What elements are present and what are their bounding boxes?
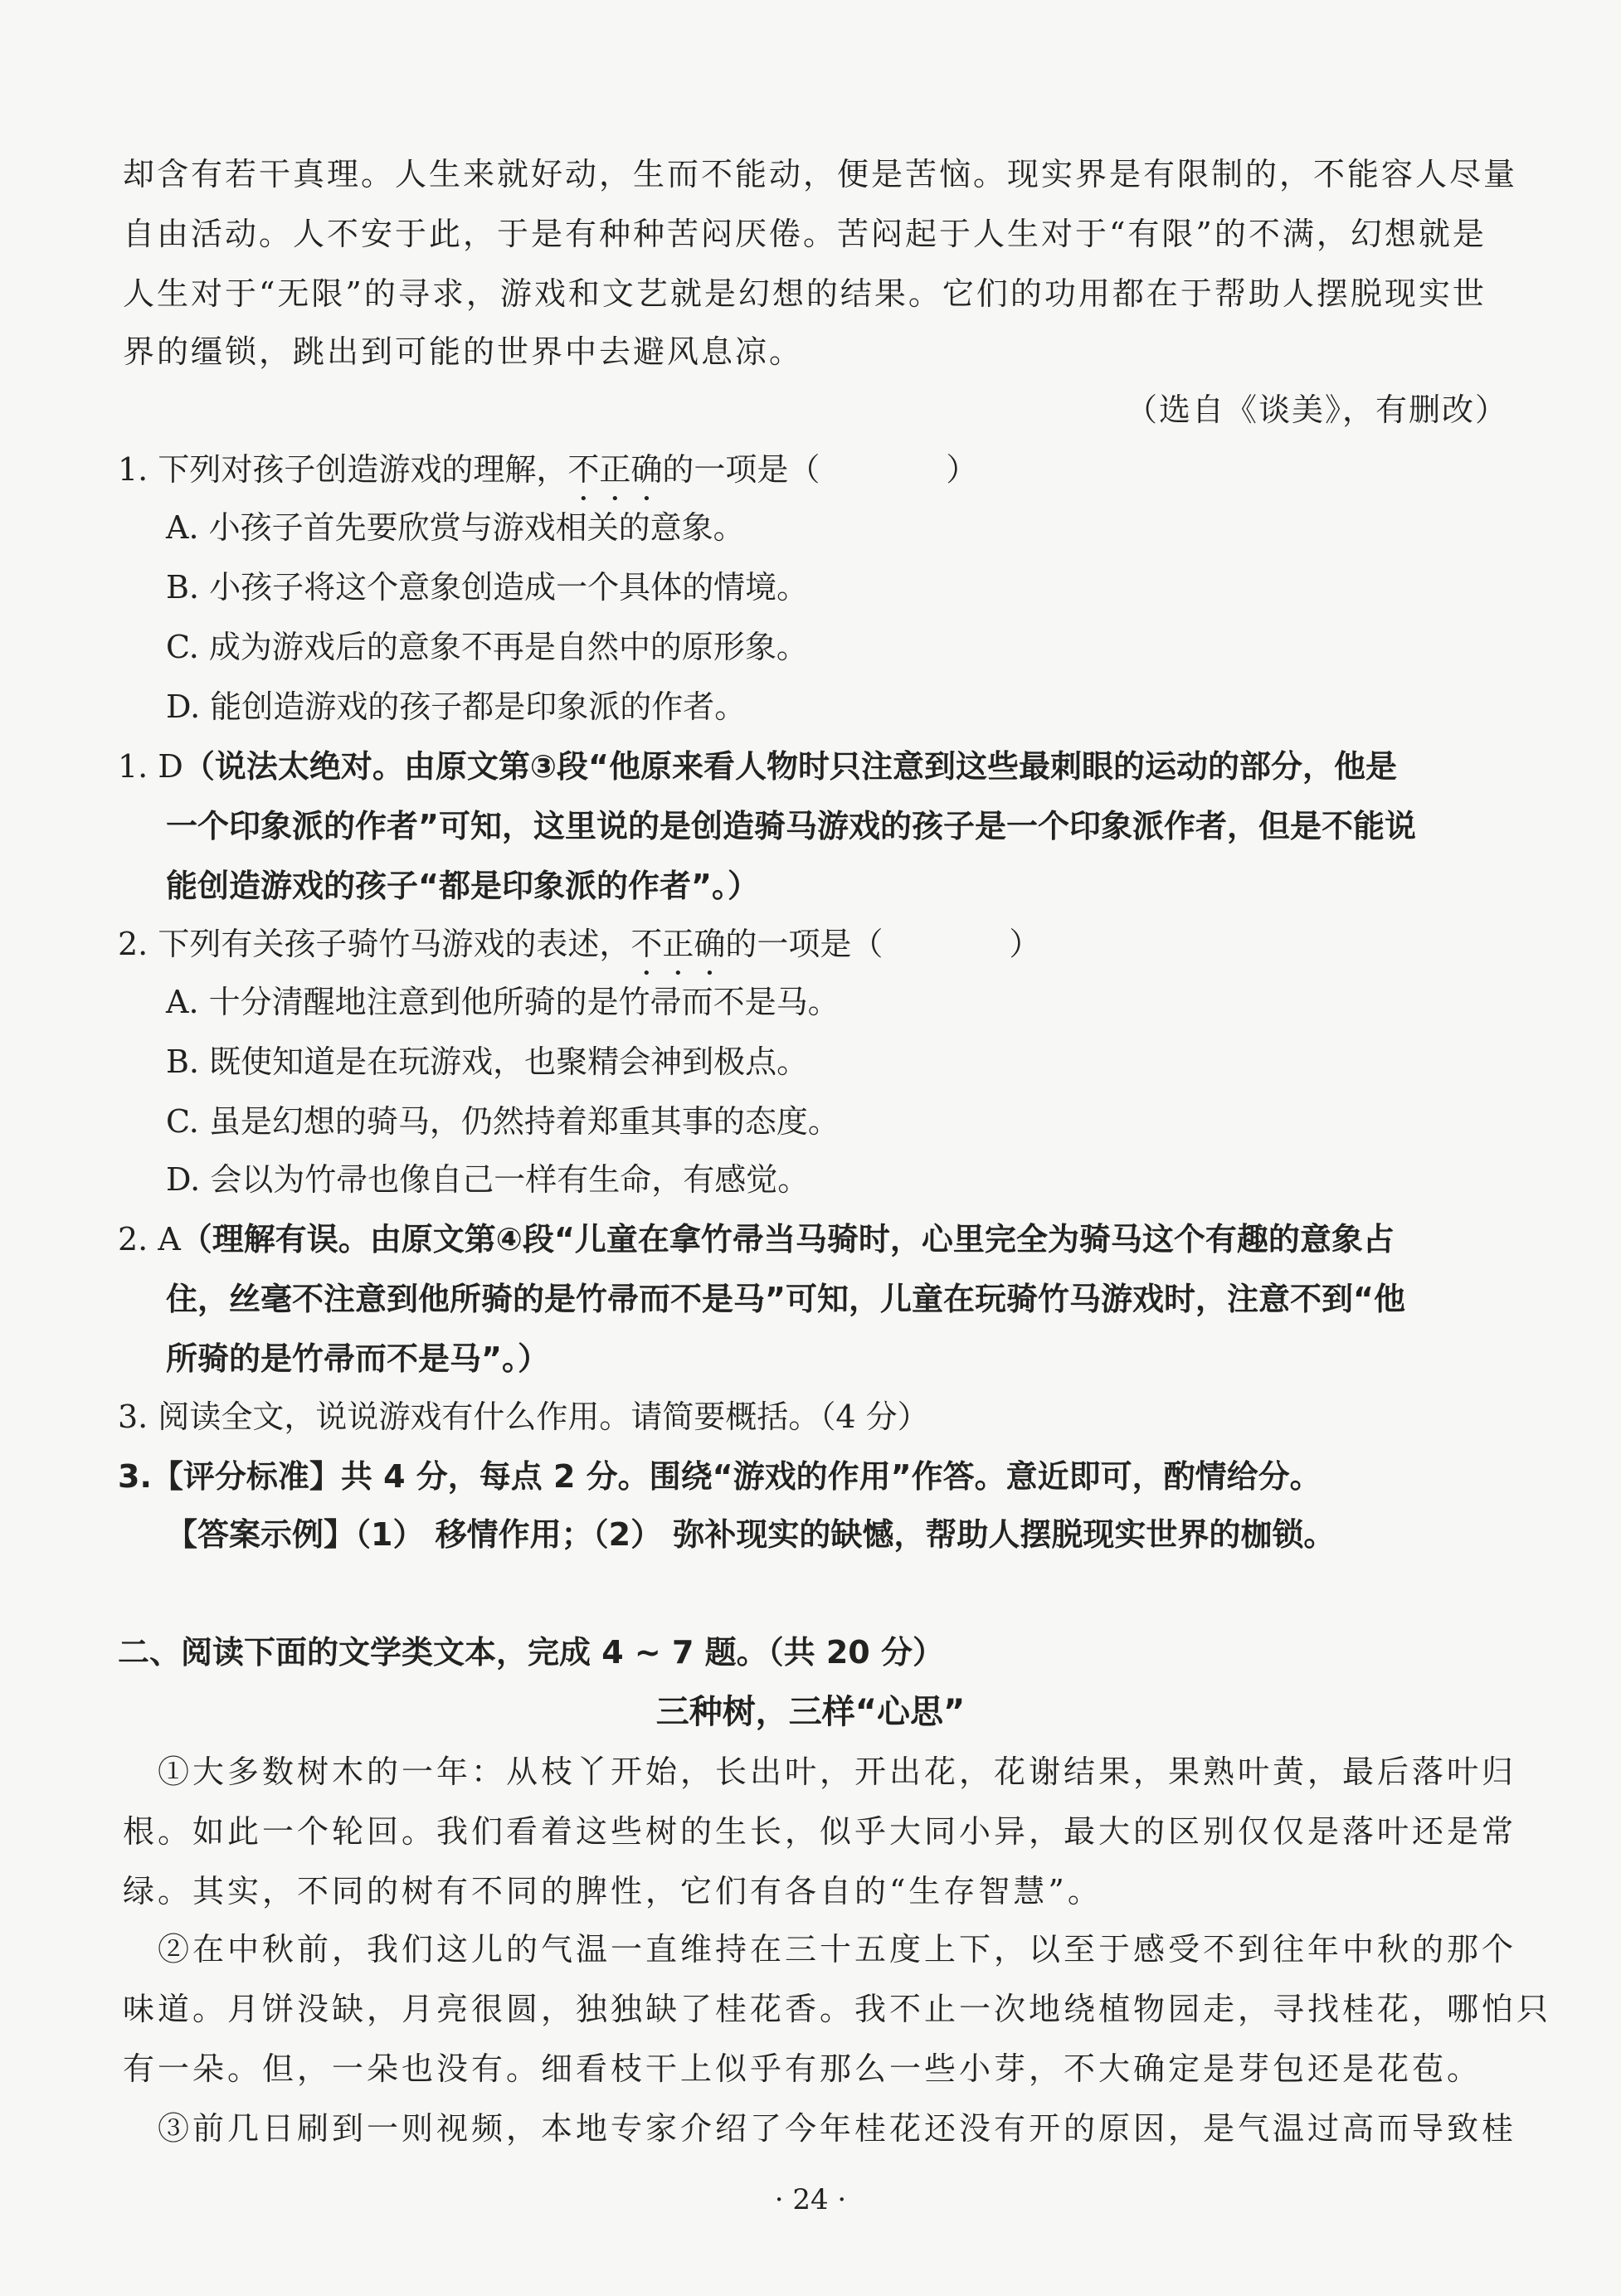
- article-line: 味道。月饼没缺，月亮很圆，独独缺了桂花香。我不止一次地绕植物园走，寻找桂花，哪怕只: [123, 1991, 1552, 2027]
- article-line: ①大多数树木的一年：从枝丫开始，长出叶，开出花，花谢结果，果熟叶黄，最后落叶归: [123, 1754, 1517, 1790]
- article-line: ③前几日刷到一则视频，本地专家介绍了今年桂花还没有开的原因，是气温过高而导致桂: [123, 2110, 1517, 2147]
- question-3-stem: 3. 阅读全文，说说游戏有什么作用。请简要概括。（4 分）: [118, 1399, 929, 1435]
- question-1-option-a: A. 小孩子首先要欣赏与游戏相关的意象。: [166, 509, 745, 546]
- question-1-option-c: C. 成为游戏后的意象不再是自然中的原形象。: [166, 629, 808, 665]
- section-2-heading: 二、阅读下面的文学类文本，完成 4 ~ 7 题。（共 20 分）: [118, 1634, 944, 1671]
- question-3-answer-line: 3.【评分标准】共 4 分，每点 2 分。围绕“游戏的作用”作答。意近即可，酌情给分。: [118, 1458, 1322, 1495]
- question-1-stem: 1. 下列对孩子创造游戏的理解，不正确的一项是（ ）: [118, 451, 978, 488]
- article-title: 三种树，三样“心思”: [655, 1693, 966, 1731]
- passage-line: 界的缰锁，跳出到可能的世界中去避风息凉。: [123, 333, 804, 370]
- page-number: · 24 ·: [774, 2183, 847, 2216]
- question-2-option-c: C. 虽是幻想的骑马，仍然持着郑重其事的态度。: [166, 1103, 840, 1140]
- passage-source: （选自《谈美》，有删改）: [1125, 392, 1508, 428]
- question-1-answer-line: 能创造游戏的孩子“都是印象派的作者”。）: [166, 868, 759, 904]
- passage-line: 却含有若干真理。人生来就好动，生而不能动，便是苦恼。现实界是有限制的，不能容人尽量: [123, 156, 1518, 192]
- article-line: ②在中秋前，我们这儿的气温一直维持在三十五度上下，以至于感受不到往年中秋的那个: [123, 1931, 1517, 1968]
- question-1-answer: 1. D（说法太绝对。由原文第③段“他原来看人物时只注意到这些最刺眼的运动的部分，他是: [118, 748, 1397, 785]
- article-line: 有一朵。但，一朵也没有。细看枝干上似乎有那么一些小芽，不大确定是芽包还是花苞。: [123, 2050, 1482, 2087]
- question-2-answer-line: 所骑的是竹帚而不是马”。）: [166, 1340, 549, 1377]
- article-line: 绿。其实，不同的树有不同的脾性，它们有各自的“生存智慧”。: [123, 1873, 1103, 1909]
- question-1-answer-line: 一个印象派的作者”可知，这里说的是创造骑马游戏的孩子是一个印象派作者，但是不能说: [166, 808, 1416, 844]
- question-2-answer-line: 住，丝毫不注意到他所骑的是竹帚而不是马”可知，儿童在玩骑竹马游戏时，注意不到“他: [166, 1281, 1405, 1317]
- question-1-option-b: B. 小孩子将这个意象创造成一个具体的情境。: [166, 569, 809, 606]
- question-2-option-b: B. 既使知道是在玩游戏，也聚精会神到极点。: [166, 1043, 809, 1080]
- question-2-option-d: D. 会以为竹帚也像自己一样有生命，有感觉。: [166, 1161, 810, 1198]
- question-2-option-a: A. 十分清醒地注意到他所骑的是竹帚而不是马。: [166, 984, 840, 1020]
- question-3-answer-line: 【答案示例】（1） 移情作用；（2） 弥补现实的缺憾，帮助人摆脱现实世界的枷锁。: [166, 1516, 1336, 1553]
- question-2-answer: 2. A（理解有误。由原文第④段“儿童在拿竹帚当马骑时，心里完全为骑马这个有趣的意象占: [118, 1221, 1395, 1257]
- article-line: 根。如此一个轮回。我们看着这些树的生长，似乎大同小异，最大的区别仅仅是落叶还是常: [123, 1813, 1517, 1850]
- passage-line: 人生对于“无限”的寻求，游戏和文艺就是幻想的结果。它们的功用都在于帮助人摆脱现实世: [123, 275, 1487, 312]
- question-2-stem: 2. 下列有关孩子骑竹马游戏的表述，不正确的一项是（ ）: [118, 926, 1041, 962]
- passage-line: 自由活动。人不安于此，于是有种种苦闷厌倦。苦闷起于人生对于“有限”的不满，幻想就是: [123, 216, 1487, 252]
- question-1-option-d: D. 能创造游戏的孩子都是印象派的作者。: [166, 688, 747, 725]
